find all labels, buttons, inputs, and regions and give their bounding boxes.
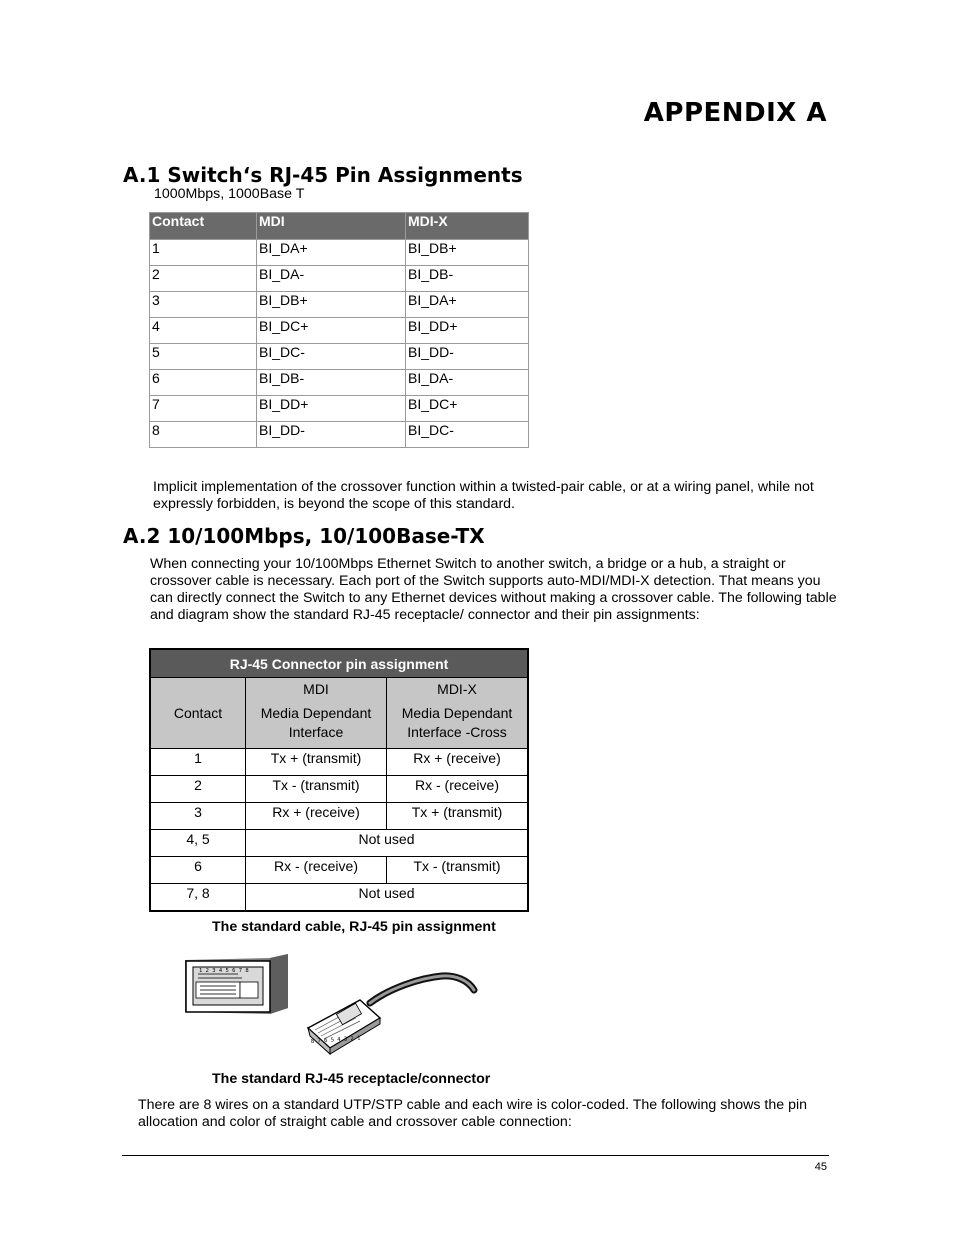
table-row [150, 318, 529, 344]
contact-cell: 2 [150, 776, 246, 803]
table-title-row [150, 649, 528, 678]
column-header-mdi [246, 678, 387, 749]
rj45-connector-table [149, 648, 529, 912]
table-row [150, 749, 528, 776]
section-heading-a2: A.2 10/100Mbps, 10/100Base-TX [123, 524, 485, 548]
mdix-cell: BI_DB- [406, 266, 529, 292]
contact-cell: 1 [150, 240, 257, 266]
table-row [150, 396, 529, 422]
table-header-row [150, 213, 529, 240]
table-row [150, 240, 529, 266]
pin-assignment-table-1000base [149, 212, 529, 448]
contact-cell: 6 [150, 857, 246, 884]
contact-cell: 1 [150, 749, 246, 776]
contact-cell: 7 [150, 396, 257, 422]
mdi-cell: BI_DB+ [257, 292, 406, 318]
table-row [150, 370, 529, 396]
contact-cell: 3 [150, 803, 246, 830]
footer-divider [122, 1155, 829, 1156]
table-row [150, 776, 528, 803]
mdi-cell: Rx - (receive) [246, 857, 387, 884]
mdix-cell: BI_DC+ [406, 396, 529, 422]
rj45-connector-icon [308, 976, 474, 1054]
contact-cell: 5 [150, 344, 257, 370]
mdix-cell: BI_DB+ [406, 240, 529, 266]
mdix-header-label: MDI-X [437, 681, 477, 697]
mdi-cell: BI_DC+ [257, 318, 406, 344]
table-row [150, 803, 528, 830]
rj45-receptacle-icon [185, 954, 288, 1014]
column-header-contact: Contact [150, 213, 257, 240]
mdi-cell: BI_DB- [257, 370, 406, 396]
appendix-title: APPENDIX A [643, 98, 827, 128]
contact-cell: 4 [150, 318, 257, 344]
mdix-cell: BI_DD- [406, 344, 529, 370]
contact-cell: 6 [150, 370, 257, 396]
figure-caption: The standard RJ-45 receptacle/connector [212, 1071, 491, 1087]
mdi-cell: BI_DD+ [257, 396, 406, 422]
mdix-cell: Tx - (transmit) [387, 857, 529, 884]
intro-paragraph: When connecting your 10/100Mbps Ethernet Switch to another switch, a bridge or a hub, a straight or crossover cable is necessary. Each port of the Switch supports auto-MDI/MDI-X detection. That means you can directly connect the Switch to any Ethernet devices without making a crossover cable. The following table and diagram show the standard RJ-45 receptacle/ connector and their pin assignments: [150, 556, 837, 623]
page-number: 45 [814, 1161, 827, 1173]
column-header-mdi: MDI [257, 213, 406, 240]
table-row [150, 292, 529, 318]
mdi-cell: BI_DD- [257, 422, 406, 448]
not-used-cell: Not used [246, 830, 529, 857]
table-row [150, 830, 528, 857]
mdix-cell: BI_DD+ [406, 318, 529, 344]
table-title: RJ-45 Connector pin assignment [150, 649, 528, 678]
mdix-cell: Rx + (receive) [387, 749, 529, 776]
table-caption: The standard cable, RJ-45 pin assignment [212, 919, 496, 935]
column-header-contact [150, 678, 246, 749]
closing-paragraph: There are 8 wires on a standard UTP/STP cable and each wire is color-coded. The following shows the pin allocation and color of straight cable and crossover cable connection: [138, 1097, 808, 1130]
mdi-cell: BI_DA+ [257, 240, 406, 266]
table-row [150, 266, 529, 292]
contact-cell: 2 [150, 266, 257, 292]
mdix-cell: Rx - (receive) [387, 776, 529, 803]
connector-pin-numbers: 8 7 6 5 4 3 2 1 [310, 1035, 361, 1045]
crossover-note: Implicit implementation of the crossover function within a twisted-pair cable, or at a wiring panel, while not expressly forbidden, is beyond the scope of this standard. [153, 479, 814, 512]
contact-header-label: Contact [173, 705, 223, 721]
not-used-cell: Not used [246, 884, 529, 912]
mdi-cell: Tx - (transmit) [246, 776, 387, 803]
contact-cell: 4, 5 [150, 830, 246, 857]
table-row [150, 857, 528, 884]
table-row [150, 422, 529, 448]
contact-cell: 3 [150, 292, 257, 318]
column-header-mdix [387, 678, 529, 749]
mdix-cell: BI_DC- [406, 422, 529, 448]
section-heading-a1: A.1 Switch‘s RJ-45 Pin Assignments [123, 163, 523, 187]
mdix-cell: BI_DA+ [406, 292, 529, 318]
table-row [150, 884, 528, 912]
mdix-cell: BI_DA- [406, 370, 529, 396]
contact-cell: 8 [150, 422, 257, 448]
mdi-header-label: MDI [303, 681, 329, 697]
mdi-cell: BI_DA- [257, 266, 406, 292]
mdi-description: Media Dependant Interface [260, 705, 372, 740]
contact-cell: 7, 8 [150, 884, 246, 912]
mdi-cell: Tx + (transmit) [246, 749, 387, 776]
receptacle-pin-numbers: 1 2 3 4 5 6 7 8 [199, 968, 249, 974]
rj45-illustration [180, 948, 480, 1058]
mdi-cell: Rx + (receive) [246, 803, 387, 830]
column-header-mdix: MDI-X [406, 213, 529, 240]
mdix-description: Media Dependant Interface -Cross [401, 705, 513, 740]
table-row [150, 344, 529, 370]
mdix-cell: Tx + (transmit) [387, 803, 529, 830]
mdi-cell: BI_DC- [257, 344, 406, 370]
table-header-row [150, 678, 528, 749]
section-subtitle: 1000Mbps, 1000Base T [154, 186, 305, 202]
